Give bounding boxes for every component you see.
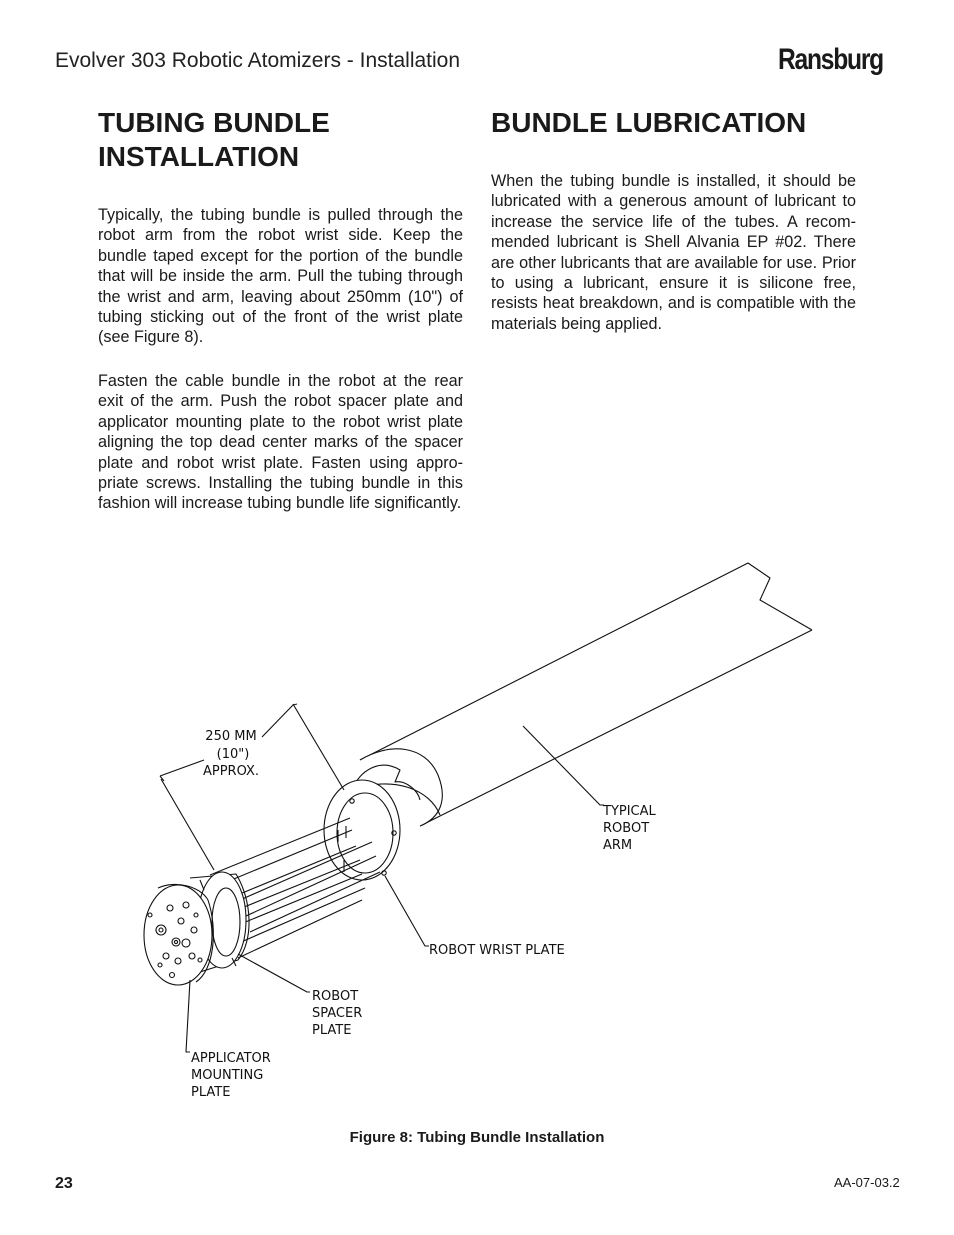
figure-caption: Figure 8: Tubing Bundle Installation: [349, 1129, 605, 1146]
installation-paragraph-1: Typically, the tubing bundle is pulled through the robot arm from the robot wrist side. Keep the bundle taped except for the portion of the bundle that will be inside the arm. Pull the tubing through the wrist and arm, leaving about 250mm (10") of tubing sticking out of the front of the wrist plate (see Figure 8).: [98, 206, 463, 347]
robot-spacer-plate-label: PLATE: [312, 1023, 352, 1038]
dimension-label-line: 250 MM: [205, 729, 257, 744]
brand-logo: Ransburg: [778, 43, 883, 76]
typical-robot-arm-label: ARM: [603, 838, 633, 853]
lubrication-paragraph: When the tubing bundle is installed, it should be lubricated with a generous amount of lubricant to increase the service life of the tubes. A recom-mended lubricant is Shell Alvania EP #02. There are other lubricants that are available for use. Prior to using a lubricant, ensure it is silicone free, resists heat breakdown, and is compatible with the materials being applied.: [491, 172, 856, 333]
heading-line: TUBING BUNDLE: [98, 107, 330, 138]
applicator-mounting-plate-label: MOUNTING: [191, 1068, 264, 1083]
applicator-mounting-plate-label: PLATE: [191, 1085, 231, 1100]
robot-wrist-plate-label: ROBOT WRIST PLATE: [429, 943, 565, 958]
applicator-mounting-plate-label: APPLICATOR: [191, 1051, 271, 1066]
robot-spacer-plate-label: ROBOT: [312, 989, 359, 1004]
installation-paragraph-2: Fasten the cable bundle in the robot at the rear exit of the arm. Push the robot spacer plate and applicator mounting plate to the robot wrist plate aligning the top dead center marks of the spacer plate and robot wrist plate. Fasten using appro-priate screws. Installing the tubing bundle in this fashion will increase tubing bundle life significantly.: [98, 372, 463, 513]
document-header-title: Evolver 303 Robotic Atomizers - Installation: [55, 49, 461, 72]
typical-robot-arm-label: TYPICAL: [603, 804, 656, 819]
robot-spacer-plate-label: SPACER: [312, 1006, 363, 1021]
heading-bundle-lubrication: BUNDLE LUBRICATION: [491, 107, 807, 138]
dimension-label-line: APPROX.: [202, 764, 260, 779]
heading-line: INSTALLATION: [98, 141, 300, 172]
dimension-label-line: (10"): [216, 747, 250, 762]
document-code: AA-07-03.2: [834, 1175, 900, 1190]
typical-robot-arm-label: ROBOT: [603, 821, 650, 836]
page-number: 23: [55, 1175, 73, 1192]
